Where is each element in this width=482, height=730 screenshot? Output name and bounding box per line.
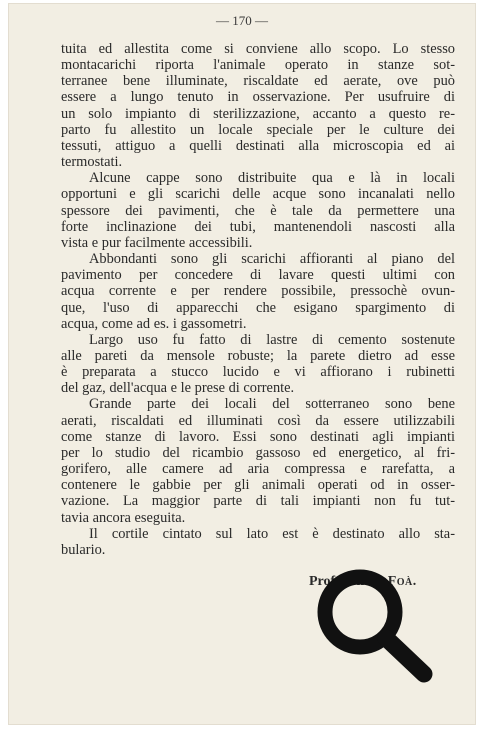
text-line: pavimento per concedere di lavare questi ultimi con bbox=[61, 267, 455, 284]
magnifier-icon[interactable] bbox=[312, 566, 436, 686]
text-line: acqua, come ad es. i gassometri. bbox=[61, 315, 247, 332]
text-line: que, l'uso di apparecchi che esigano spargimento di bbox=[61, 299, 455, 316]
text-line: gorifero, alle camere ad aria compressa e rarefatta, a bbox=[61, 461, 455, 478]
text-line: essere a lungo tenuto in osservazione. Per usufruire di bbox=[61, 89, 455, 106]
text-line: alle pareti da mensole robuste; la parete dietro ad esse bbox=[61, 347, 455, 364]
text-line: per lo studio del ricambio gassoso ed energetico, al fri- bbox=[61, 444, 455, 461]
page-number: — 170 — bbox=[216, 13, 268, 28]
text-line: spessore dei pavimenti, che è tale da permettere una bbox=[61, 202, 455, 219]
text-line: montacarichi riporta l'animale operato in stanze sot- bbox=[61, 57, 455, 74]
text-line: contenere le gabbie per gli animali operati od in osser- bbox=[61, 477, 455, 494]
body-text bbox=[61, 41, 455, 558]
text-line: Largo uso fu fatto di lastre di cemento sostenute bbox=[89, 331, 455, 348]
text-line: bulario. bbox=[61, 541, 106, 558]
text-line: Abbondanti sono gli scarichi affioranti al piano del bbox=[89, 251, 455, 268]
text-line: tavia ancora eseguita. bbox=[61, 509, 186, 526]
text-line: tessuti, attiguo a quelli destinati alla microscopia ed ai bbox=[61, 137, 455, 154]
text-line: acqua corrente e per rendere possibile, pressochè ovun- bbox=[61, 283, 455, 300]
text-line: forte inclinazione dei tubi, mantenendoli nascosti alla bbox=[61, 218, 455, 235]
text-line: Il cortile cintato sul lato est è destinato allo sta- bbox=[89, 525, 455, 542]
text-line: opportuni e gli scarichi delle acque sono incanalati nello bbox=[61, 186, 455, 203]
text-line: vazione. La maggior parte di tali impianti non fu tut- bbox=[61, 493, 455, 510]
text-line: termostati. bbox=[61, 154, 123, 171]
magnifier-handle bbox=[386, 638, 424, 674]
text-line: Grande parte dei locali del sotterraneo sono bene bbox=[89, 396, 455, 413]
text-line: Alcune cappe sono distribuite qua e là in locali bbox=[89, 170, 455, 187]
text-line: terranee bene illuminate, riscaldate ed aerate, ove può bbox=[61, 73, 455, 90]
signature-name: Carlo Foà. bbox=[342, 574, 417, 589]
text-line: è preparata a stucco lucido e vi affiorano i rubinetti bbox=[61, 364, 455, 381]
text-line: parto fu allestito un locale speciale per le culture dei bbox=[61, 121, 455, 138]
text-line: vista e pur facilmente accessibili. bbox=[61, 234, 253, 251]
text-line: tuita ed allestita come si conviene allo scopo. Lo stesso bbox=[61, 41, 455, 57]
text-line: come stanze di lavoro. Essi sono destinati agli impianti bbox=[61, 428, 455, 445]
signature-title: Prof. bbox=[309, 574, 339, 589]
text-line: aerati, riscaldati ed illuminati così da essere utilizzabili bbox=[61, 412, 455, 429]
text-line: un solo impianto di sterilizzazione, accanto a questo re- bbox=[61, 105, 455, 122]
text-line: del gaz, dell'acqua e le prese di corrente. bbox=[61, 380, 295, 397]
